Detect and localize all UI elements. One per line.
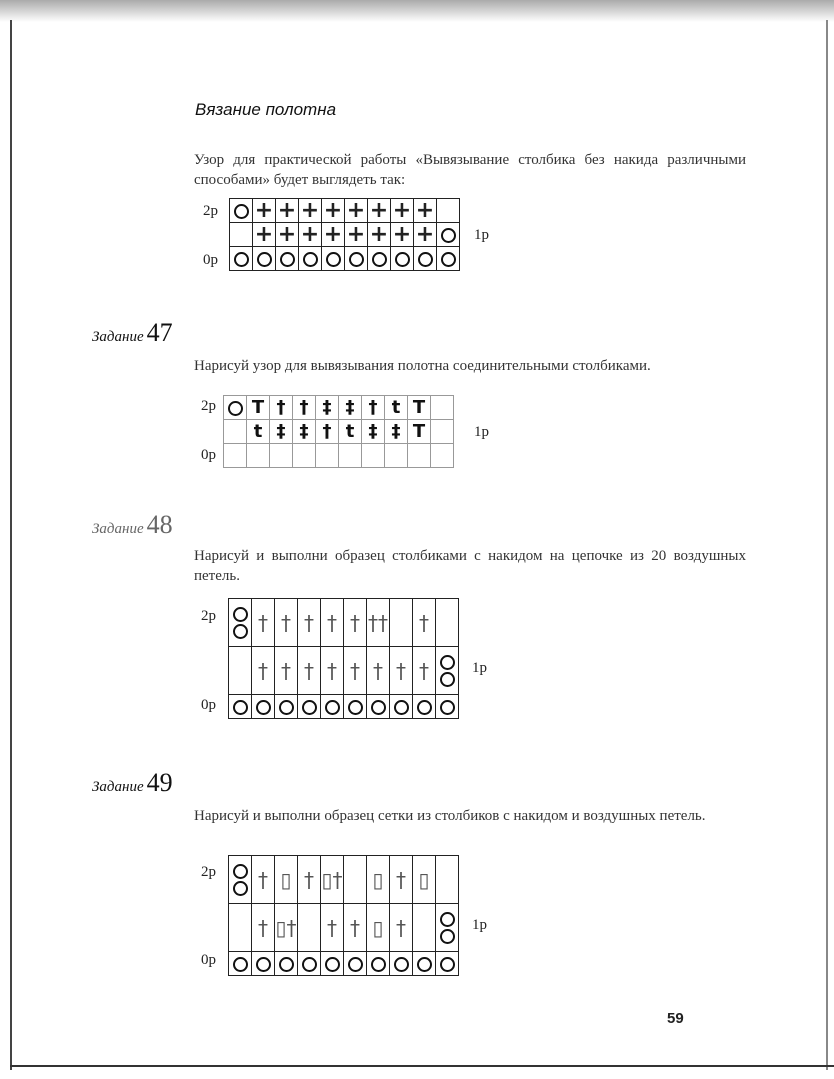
stitch-symbol: † [258, 610, 268, 635]
chain-stitch-circle-icon [441, 228, 456, 243]
grid-cell [345, 223, 368, 247]
grid-cell [437, 247, 460, 271]
grid-cell [437, 223, 460, 247]
grid-cell [299, 247, 322, 271]
grid-cell [437, 199, 460, 223]
grid-cell [321, 599, 344, 647]
single-crochet-cross-icon: + [415, 197, 435, 223]
stitch-symbol: † [368, 397, 378, 418]
grid-cell [316, 444, 339, 468]
grid-cell [414, 247, 437, 271]
grid-row [230, 247, 460, 271]
grid-cell [230, 223, 253, 247]
chain-stitch-circle-icon [233, 881, 248, 896]
stitch-symbol: † [396, 915, 406, 940]
chain-stitch-circle-icon [372, 252, 387, 267]
stitch-symbol: ‡ [322, 397, 332, 418]
chain-stitch-circle-icon [440, 929, 455, 944]
grid-cell [322, 199, 345, 223]
grid-cell [276, 247, 299, 271]
stitch-symbol: † [396, 867, 406, 892]
grid-cell [436, 856, 459, 904]
grid-cell [368, 247, 391, 271]
single-crochet-cross-icon: + [300, 197, 320, 223]
stitch-symbol: †† [368, 610, 388, 635]
grid-cell [431, 444, 454, 468]
task-number: 48 [146, 510, 173, 539]
chain-stitch-circle-icon [280, 252, 295, 267]
stitch-symbol: † [258, 915, 268, 940]
stitch-symbol: ‡ [299, 421, 309, 442]
grid-cell [413, 695, 436, 719]
grid-cell [299, 199, 322, 223]
task-label: Задание [92, 779, 144, 795]
grid-cell [298, 856, 321, 904]
chain-stitch-circle-icon [440, 655, 455, 670]
chain-stitch-circle-icon [233, 864, 248, 879]
stitch-symbol: † [373, 658, 383, 683]
task-heading-47 [92, 318, 173, 348]
stitch-symbol: † [304, 867, 314, 892]
task-47-text: Нарисуй узор для вывязывания полотна соединительными столбиками. [194, 358, 651, 374]
grid-cell [229, 856, 252, 904]
row-label-2: 2р [201, 608, 216, 624]
single-crochet-cross-icon: + [323, 197, 343, 223]
chain-stitch-circle-icon [233, 624, 248, 639]
grid-cell [390, 647, 413, 695]
stitch-symbol: ‡ [368, 421, 378, 442]
scan-edge-left [10, 20, 12, 1070]
grid-row [229, 647, 459, 695]
single-crochet-cross-icon: + [300, 221, 320, 247]
chain-stitch-circle-icon [303, 252, 318, 267]
stitch-symbol: T [412, 421, 426, 442]
grid-row [224, 396, 454, 420]
stitch-symbol: † [281, 610, 291, 635]
grid-cell [385, 396, 408, 420]
chain-stitch-circle-icon [440, 672, 455, 687]
grid-cell [321, 647, 344, 695]
chain-stitch-circle-icon [234, 204, 249, 219]
stitch-symbol: † [327, 915, 337, 940]
stitch-symbol: † [350, 915, 360, 940]
single-crochet-cross-icon: + [392, 221, 412, 247]
grid-cell [436, 599, 459, 647]
row-label-2: 2р [201, 398, 216, 414]
stitch-symbol: ▯ [280, 867, 292, 892]
grid-cell [229, 647, 252, 695]
grid-cell [293, 444, 316, 468]
grid-row [230, 223, 460, 247]
grid-row [224, 420, 454, 444]
single-crochet-cross-icon: + [346, 221, 366, 247]
chain-stitch-circle-icon [349, 252, 364, 267]
chain-stitch-circle-icon [326, 252, 341, 267]
stitch-symbol: T [412, 397, 426, 418]
row-label-2: 2р [203, 203, 218, 219]
chain-stitch-circle-icon [395, 252, 410, 267]
row-label-1: 1р [474, 424, 489, 440]
stitch-symbol: † [396, 658, 406, 683]
stitch-symbol: t [345, 421, 355, 442]
task-heading-49 [92, 768, 173, 798]
row-label-1: 1р [472, 660, 487, 676]
grid-cell [229, 599, 252, 647]
grid-cell [436, 952, 459, 976]
single-crochet-cross-icon: + [346, 197, 366, 223]
intro-paragraph: Узор для практической работы «Вывязывание столбика без накида различными способами» будет выглядеть так: [194, 152, 746, 188]
chain-stitch-circle-icon [228, 401, 243, 416]
grid-cell [390, 904, 413, 952]
task-label: Задание [92, 521, 144, 537]
chain-stitch-circle-icon [394, 700, 409, 715]
stitch-symbol: † [304, 610, 314, 635]
grid-row [230, 199, 460, 223]
grid-cell [275, 904, 298, 952]
grid-cell [436, 904, 459, 952]
chain-stitch-circle-icon [325, 957, 340, 972]
grid-cell [436, 647, 459, 695]
chain-stitch-circle-icon [417, 700, 432, 715]
grid-cell [408, 420, 431, 444]
grid-cell [247, 396, 270, 420]
grid-cell [391, 247, 414, 271]
grid-cell [321, 952, 344, 976]
chain-stitch-circle-icon [348, 957, 363, 972]
grid-cell [270, 396, 293, 420]
grid-cell [298, 695, 321, 719]
grid-cell [344, 952, 367, 976]
grid-row [229, 952, 459, 976]
chain-stitch-circle-icon [348, 700, 363, 715]
grid-row [229, 856, 459, 904]
single-crochet-cross-icon: + [277, 221, 297, 247]
single-crochet-cross-icon: + [254, 197, 274, 223]
stitch-symbol: † [327, 610, 337, 635]
grid-cell [299, 223, 322, 247]
grid-cell [247, 420, 270, 444]
grid-cell [362, 396, 385, 420]
chain-stitch-circle-icon [302, 700, 317, 715]
chain-stitch-circle-icon [257, 252, 272, 267]
chain-stitch-circle-icon [440, 700, 455, 715]
grid-cell [275, 599, 298, 647]
single-crochet-cross-icon: + [369, 197, 389, 223]
grid-cell [431, 396, 454, 420]
chain-stitch-circle-icon [302, 957, 317, 972]
stitch-symbol: † [281, 658, 291, 683]
grid-cell [322, 223, 345, 247]
grid-cell [344, 695, 367, 719]
stitch-symbol: ‡ [391, 421, 401, 442]
grid-cell [414, 223, 437, 247]
grid-cell [367, 695, 390, 719]
grid-cell [390, 695, 413, 719]
single-crochet-cross-icon: + [369, 221, 389, 247]
grid-cell [344, 599, 367, 647]
grid-cell [344, 647, 367, 695]
grid-cell [293, 420, 316, 444]
pattern-grid-task-49 [228, 855, 459, 976]
stitch-symbol: † [419, 658, 429, 683]
grid-cell [270, 420, 293, 444]
grid-cell [368, 199, 391, 223]
chain-stitch-circle-icon [440, 912, 455, 927]
grid-cell [321, 904, 344, 952]
grid-cell [408, 396, 431, 420]
scan-edge-bottom [10, 1065, 834, 1067]
grid-cell [344, 856, 367, 904]
grid-cell [368, 223, 391, 247]
chain-stitch-circle-icon [279, 700, 294, 715]
grid-cell [390, 952, 413, 976]
grid-cell [413, 904, 436, 952]
chain-stitch-circle-icon [371, 700, 386, 715]
grid-cell [391, 223, 414, 247]
single-crochet-cross-icon: + [415, 221, 435, 247]
grid-cell [436, 695, 459, 719]
grid-cell [431, 420, 454, 444]
grid-cell [298, 904, 321, 952]
chain-stitch-circle-icon [418, 252, 433, 267]
grid-cell [275, 952, 298, 976]
grid-cell [276, 199, 299, 223]
stitch-symbol: † [350, 610, 360, 635]
grid-cell [275, 695, 298, 719]
grid-cell [339, 420, 362, 444]
grid-cell [316, 396, 339, 420]
grid-cell [391, 199, 414, 223]
stitch-symbol: t [253, 421, 263, 442]
grid-cell [367, 952, 390, 976]
row-label-1: 1р [472, 917, 487, 933]
chain-stitch-circle-icon [371, 957, 386, 972]
scan-edge-right [826, 20, 828, 1070]
chain-stitch-circle-icon [394, 957, 409, 972]
stitch-symbol: T [251, 397, 265, 418]
grid-cell [298, 647, 321, 695]
grid-cell [367, 904, 390, 952]
single-crochet-cross-icon: + [277, 197, 297, 223]
stitch-symbol: ‡ [276, 421, 286, 442]
grid-cell [298, 599, 321, 647]
grid-cell [367, 647, 390, 695]
grid-cell [293, 396, 316, 420]
grid-cell [230, 247, 253, 271]
grid-cell [367, 599, 390, 647]
grid-cell [316, 420, 339, 444]
row-label-0: 0р [201, 697, 216, 713]
grid-cell [253, 247, 276, 271]
grid-cell [252, 695, 275, 719]
chain-stitch-circle-icon [441, 252, 456, 267]
grid-cell [252, 599, 275, 647]
grid-cell [413, 599, 436, 647]
chain-stitch-circle-icon [233, 607, 248, 622]
task-49-text: Нарисуй и выполни образец сетки из столбиков с накидом и воздушных петель. [194, 808, 706, 824]
stitch-symbol: ▯ [418, 867, 430, 892]
grid-cell [385, 444, 408, 468]
grid-cell [252, 952, 275, 976]
single-crochet-cross-icon: + [323, 221, 343, 247]
grid-cell [322, 247, 345, 271]
task-number: 47 [146, 318, 173, 347]
single-crochet-cross-icon: + [392, 197, 412, 223]
stitch-symbol: † [304, 658, 314, 683]
task-number: 49 [146, 768, 173, 797]
stitch-symbol: † [327, 658, 337, 683]
grid-cell [224, 396, 247, 420]
grid-cell [362, 444, 385, 468]
grid-cell [275, 647, 298, 695]
task-48-text: Нарисуй и выполни образец столбиками с накидом на цепочке из 20 воздушных петель. [194, 548, 746, 584]
grid-cell [224, 444, 247, 468]
pattern-grid-example [229, 198, 460, 271]
grid-cell [345, 199, 368, 223]
grid-cell [253, 199, 276, 223]
grid-cell [276, 223, 299, 247]
pattern-grid-task-48 [228, 598, 459, 719]
grid-cell [224, 420, 247, 444]
grid-cell [339, 444, 362, 468]
grid-cell [321, 695, 344, 719]
stitch-symbol: ▯ [372, 915, 384, 940]
grid-cell [413, 856, 436, 904]
row-label-0: 0р [201, 447, 216, 463]
chain-stitch-circle-icon [417, 957, 432, 972]
grid-cell [298, 952, 321, 976]
grid-cell [390, 599, 413, 647]
grid-cell [339, 396, 362, 420]
chain-stitch-circle-icon [234, 252, 249, 267]
chain-stitch-circle-icon [279, 957, 294, 972]
grid-row [229, 599, 459, 647]
row-label-1: 1р [474, 227, 489, 243]
grid-cell [229, 904, 252, 952]
stitch-symbol: † [258, 658, 268, 683]
grid-cell [413, 952, 436, 976]
grid-cell [367, 856, 390, 904]
chain-stitch-circle-icon [233, 957, 248, 972]
grid-cell [253, 223, 276, 247]
row-label-0: 0р [201, 952, 216, 968]
grid-cell [229, 695, 252, 719]
task-heading-48 [92, 510, 173, 540]
stitch-symbol: ‡ [345, 397, 355, 418]
grid-cell [408, 444, 431, 468]
stitch-symbol: † [258, 867, 268, 892]
grid-cell [362, 420, 385, 444]
grid-cell [414, 199, 437, 223]
stitch-symbol: ▯† [321, 867, 343, 892]
stitch-symbol: ▯† [275, 915, 297, 940]
chain-stitch-circle-icon [325, 700, 340, 715]
stitch-symbol: † [276, 397, 286, 418]
grid-cell [344, 904, 367, 952]
scan-edge-top [0, 0, 834, 22]
chain-stitch-circle-icon [256, 957, 271, 972]
grid-cell [247, 444, 270, 468]
chain-stitch-circle-icon [440, 957, 455, 972]
grid-row [229, 695, 459, 719]
chain-stitch-circle-icon [233, 700, 248, 715]
grid-cell [345, 247, 368, 271]
page-number: 59 [667, 1010, 684, 1027]
row-label-2: 2р [201, 864, 216, 880]
grid-cell [321, 856, 344, 904]
grid-cell [252, 647, 275, 695]
stitch-symbol: † [322, 421, 332, 442]
task-label: Задание [92, 329, 144, 345]
stitch-symbol: † [299, 397, 309, 418]
grid-cell [413, 647, 436, 695]
section-title: Вязание полотна [195, 100, 337, 119]
chain-stitch-circle-icon [256, 700, 271, 715]
stitch-symbol: t [391, 397, 401, 418]
grid-cell [390, 856, 413, 904]
grid-row [229, 904, 459, 952]
grid-cell [385, 420, 408, 444]
grid-cell [275, 856, 298, 904]
stitch-symbol: † [350, 658, 360, 683]
single-crochet-cross-icon: + [254, 221, 274, 247]
grid-cell [270, 444, 293, 468]
grid-cell [229, 952, 252, 976]
grid-row [224, 444, 454, 468]
stitch-symbol: ▯ [372, 867, 384, 892]
grid-cell [252, 904, 275, 952]
pattern-grid-task-47 [223, 395, 454, 468]
row-label-0: 0р [203, 252, 218, 268]
grid-cell [230, 199, 253, 223]
stitch-symbol: † [419, 610, 429, 635]
grid-cell [252, 856, 275, 904]
